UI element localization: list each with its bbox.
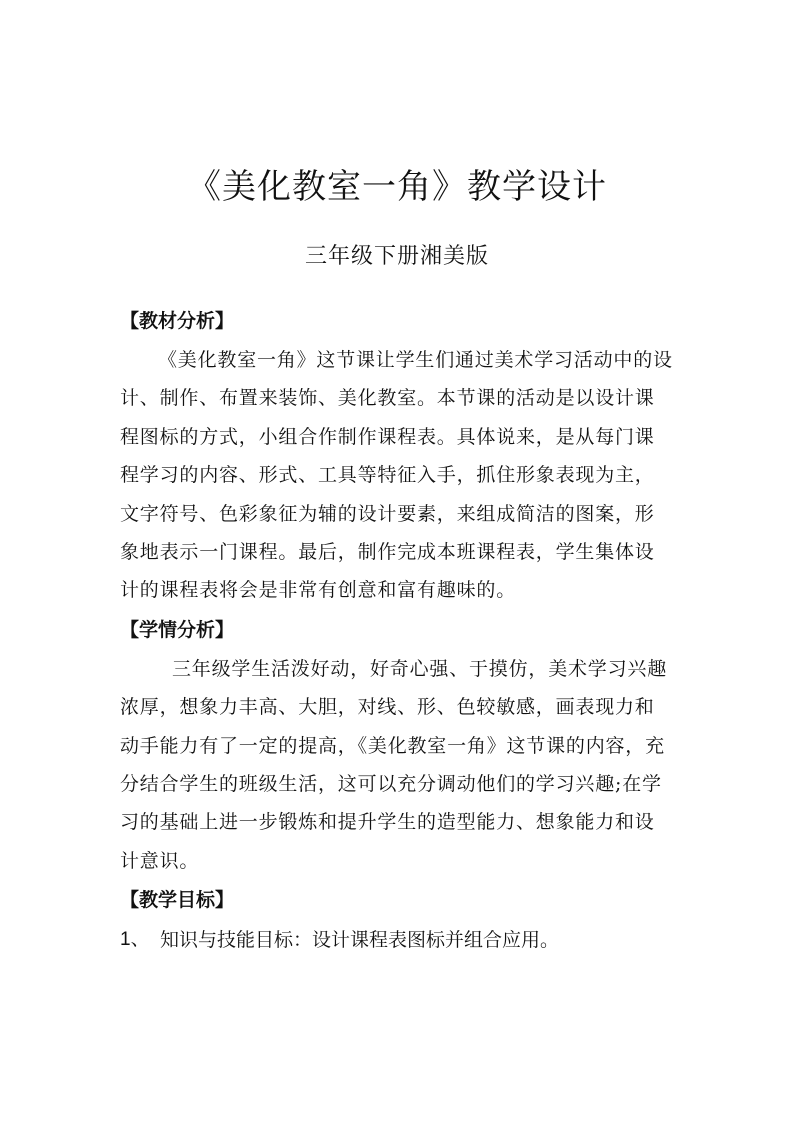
list-item [120,920,680,960]
paragraph-line: 分结合学生的班级生活，这可以充分调动他们的学习兴趣;在学 [120,772,662,795]
list-item-number: 1、 [120,929,150,951]
paragraph-line: 《美化教室一角》这节课让学生们通过美术学习活动中的设 [158,349,673,371]
document-body [120,301,680,960]
document-title: 《美化教室一角》教学设计 [187,167,607,207]
paragraph-line: 计的课程表将会是非常有创意和富有趣味的。 [120,579,517,602]
document-subtitle: 三年级下册湘美版 [304,244,489,269]
paragraph-line: 三年级学生活泼好动，好奇心强、于摸仿，美术学习兴趣 [172,657,668,680]
list-item-text: 知识与技能目标：设计课程表图标并组合应用。 [160,929,560,952]
section-heading-student-analysis: 【学情分析】 [120,618,235,641]
paragraph-line: 习的基础上进一步锻炼和提升学生的造型能力、想象能力和设 [120,811,655,834]
paragraph-line: 文字符号、色彩象征为辅的设计要素，来组成简洁的图案，形 [120,502,655,525]
paragraph-line: 计、制作、布置来装饰、美化教室。本节课的活动是以设计课 [120,387,655,410]
paragraph-line: 程学习的内容、形式、工具等特征入手，抓住形象表现为主， [120,464,655,487]
paragraph-line: 程图标的方式，小组合作制作课程表。具体说来，是从每门课 [120,425,655,448]
section-heading-textbook-analysis: 【教材分析】 [120,310,235,332]
paragraph-line: 计意识。 [120,849,200,872]
paragraph-line: 象地表示一门课程。最后，制作完成本班课程表，学生集体设 [120,540,655,563]
paragraph-line: 浓厚，想象力丰高、大胆，对线、形、色较敏感，画表现力和 [120,696,655,719]
section-heading-teaching-goals: 【教学目标】 [120,889,235,912]
paragraph-line: 动手能力有了一定的提高，《美化教室一角》这节课的内容，充 [120,734,665,757]
